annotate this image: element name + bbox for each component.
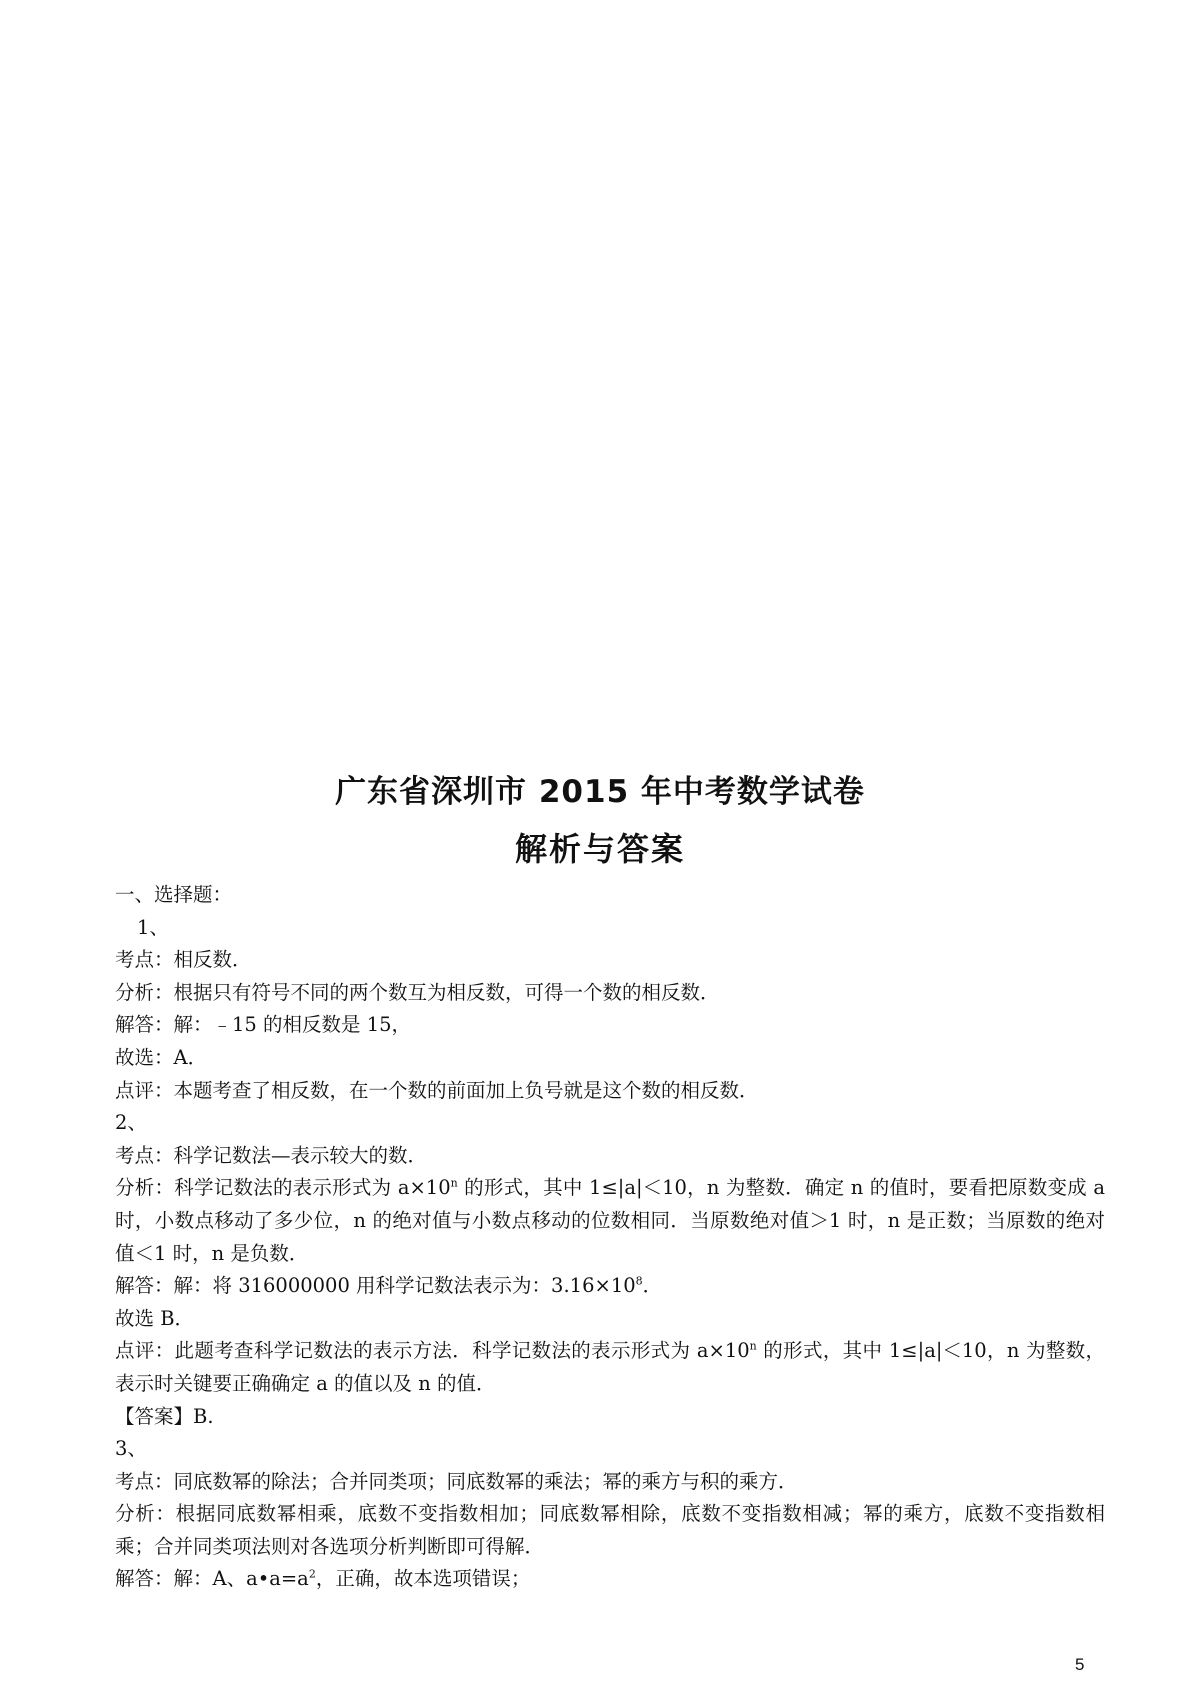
q1-guxuan: 故选：A． [115, 1045, 208, 1069]
q2-kaodian: 考点：科学记数法—表示较大的数． [115, 1143, 428, 1167]
q3-jieda: 解答：解：A、$a•a=a^2$，正确，故本选项错误； [115, 1567, 531, 1591]
q2-dianping: 点评：此题考查科学记数法的表示方法．科学记数法的表示形式为 $a\times 10^n$ 的形式，其中 1≤|a|＜10，n 为整数，表示时关键要正确确定 a 的值以及 n 的值． [115, 1339, 1105, 1395]
q1-kaodian: 考点：相反数． [115, 948, 252, 972]
q2-answer: 【答案】B. [115, 1404, 214, 1428]
document-body [115, 879, 1105, 1596]
q1-fenxi: 分析：根据只有符号不同的两个数互为相反数，可得一个数的相反数． [115, 980, 720, 1004]
q2-number: 2、 [115, 1111, 147, 1135]
page-title: 广东省深圳市 2015 年中考数学试卷 [335, 774, 865, 810]
q3-number: 3、 [115, 1437, 147, 1461]
q1-jieda: 解答：解：﹣15 的相反数是 15， [115, 1013, 412, 1037]
q2-fenxi: 分析：科学记数法的表示形式为 $a\times 10^n$ 的形式，其中 1≤|a|＜10，n 为整数．确定 n 的值时，要看把原数变成 a 时，小数点移动了多少位，n 的绝对值与小数点移动的位数相同．当原数绝对值＞1 时，n 是正数；当原数的绝对值＜1 时，n 是负数． [115, 1176, 1105, 1265]
q3-fenxi: 分析：根据同底数幂相乘，底数不变指数相加；同底数幂相除，底数不变指数相减；幂的乘方，底数不变指数相乘；合并同类项法则对各选项分析判断即可得解． [115, 1502, 1105, 1558]
q1-dianping: 点评：本题考查了相反数，在一个数的前面加上负号就是这个数的相反数． [115, 1078, 759, 1102]
page-number: 5 [1075, 1655, 1085, 1674]
section-heading: 一、选择题： [115, 883, 233, 906]
q1-number: 1、 [137, 915, 169, 939]
q3-kaodian: 考点：同底数幂的除法；合并同类项；同底数幂的乘法；幂的乘方与积的乘方． [115, 1469, 798, 1493]
q2-jieda: 解答：解：将 316000000 用科学记数法表示为：$3.16\times 10^8$． [115, 1274, 663, 1298]
page-subtitle: 解析与答案 [514, 830, 685, 868]
q2-guxuan: 故选 B． [115, 1306, 195, 1330]
